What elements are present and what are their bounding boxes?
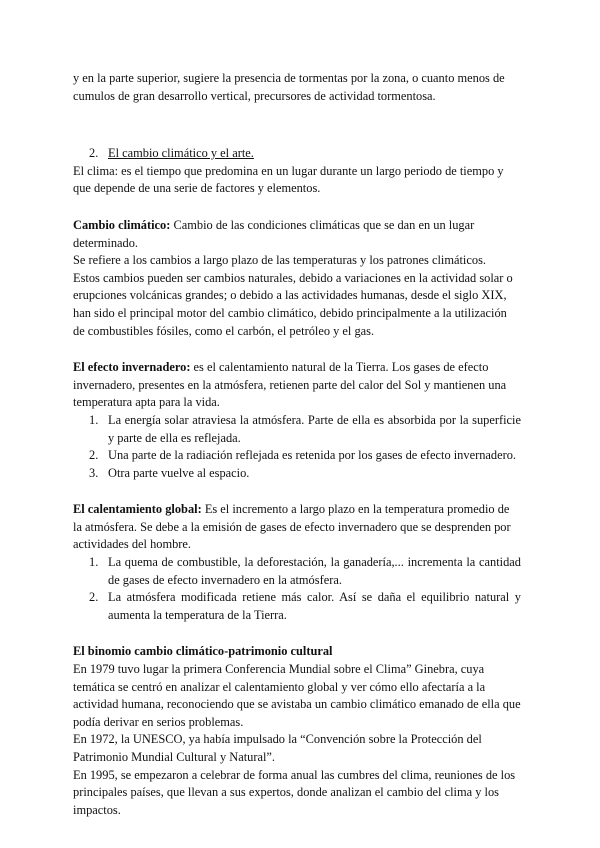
clima-definition: El clima: es el tiempo que predomina en un lugar durante un largo periodo de tiempo y que depende de una serie de factores y elementos. (73, 163, 504, 196)
binomio-paragraph-3: En 1995, se empezaron a celebrar de forma anual las cumbres del clima, reuniones de los principales países, que llevan a sus expertos, donde analizan el cambio del clima y los impactos. (73, 767, 516, 817)
list-item-number: 3. (89, 465, 99, 480)
list-item-number: 2. (89, 590, 99, 605)
list-item-number: 1. (89, 555, 99, 570)
efecto-steps-list (73, 412, 521, 482)
list-item (73, 554, 521, 589)
section-title: El cambio climático y el arte. (108, 146, 254, 161)
cambio-paragraph-2: Se refiere a los cambios a largo plazo de las temperaturas y los patrones climáticos. (73, 253, 486, 268)
cambio-term: Cambio climático: (73, 217, 171, 232)
binomio-title: El binomio cambio climático-patrimonio cultural (73, 644, 333, 659)
efecto-definition (73, 359, 521, 412)
binomio-paragraph-1: En 1979 tuvo lugar la primera Conferencia Mundial sobre el Clima” Ginebra, cuya temática se centró en analizar el calentamiento global y ver cómo ello afectaría a la actividad humana, reconociendo que se avistaba un cambio climático emanado de ella que podía derivar en serios problemas. (73, 662, 521, 729)
section-number: 2. (89, 146, 99, 161)
cambio-definition-text: Cambio de las condiciones climáticas que se dan en un lugar determinado. (73, 217, 475, 250)
calentamiento-definition (73, 501, 521, 554)
efecto-definition-text: es el calentamiento natural de la Tierra. Los gases de efecto invernadero, presentes en la atmósfera, retienen parte del calor del Sol y mantienen una temperatura apta para la vida. (73, 360, 507, 410)
calentamiento-steps-list (73, 554, 521, 624)
document-page (73, 70, 521, 819)
binomio-paragraph-2: En 1972, la UNESCO, ya había impulsado la “Convención sobre la Protección del Patrimonio Mundial Cultural y Natural”. (73, 732, 482, 764)
cambio-paragraph-3: Estos cambios pueden ser cambios naturales, debido a variaciones en la actividad solar o erupciones volcánicas grandes; o debido a las actividades humanas, desde el siglo XIX, han sido el principal motor del cambio climático, debido principalmente a la utilización de combustibles fósiles, como el carbón, el petróleo y el gas. (73, 270, 513, 338)
efecto-term: El efecto invernadero: (73, 360, 191, 375)
list-item-text: La atmósfera modificada retiene más calor. Así se daña el equilibrio natural y aumenta la temperatura de la Tierra. (108, 590, 521, 622)
calentamiento-term: El calentamiento global: (73, 502, 202, 517)
list-item-text: La quema de combustible, la deforestación, la ganadería,... incrementa la cantidad de gases de efecto invernadero en la atmósfera. (108, 555, 521, 587)
list-item-number: 1. (89, 412, 99, 427)
list-item (73, 465, 521, 483)
list-item-text: Otra parte vuelve al espacio. (108, 465, 250, 480)
cambio-definition (73, 217, 521, 252)
list-item (73, 447, 521, 465)
intro-paragraph: y en la parte superior, sugiere la presencia de tormentas por la zona, o cuanto menos de cumulos de gran desarrollo vertical, precursores de actividad tormentosa. (73, 71, 505, 103)
list-item-number: 2. (89, 448, 99, 463)
list-item (73, 412, 521, 447)
binomio-heading (73, 643, 521, 661)
list-item-text: La energía solar atraviesa la atmósfera. Parte de ella es absorbida por la superficie y parte de ella es reflejada. (108, 412, 521, 445)
list-item (73, 589, 521, 624)
calentamiento-definition-text: Es el incremento a largo plazo en la temperatura promedio de la atmósfera. Se debe a la emisión de gases de efecto invernadero que se desprenden por actividades del hombre. (73, 502, 511, 552)
section-heading (73, 145, 521, 163)
list-item-text: Una parte de la radiación reflejada es retenida por los gases de efecto invernadero. (108, 448, 517, 463)
